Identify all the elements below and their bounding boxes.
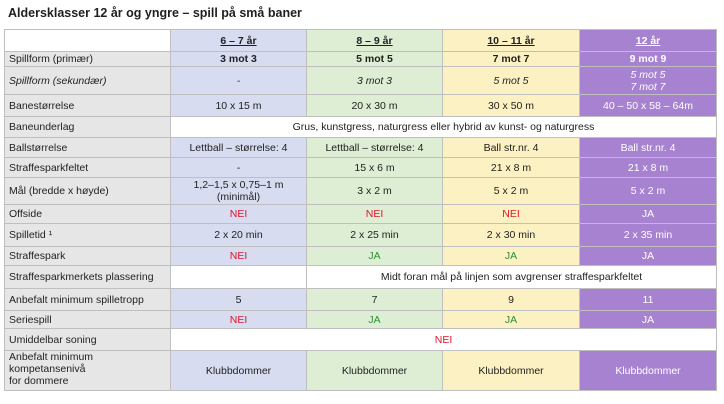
table-cell: 9 mot 9: [580, 52, 717, 67]
header-empty-cell: [5, 30, 171, 52]
table-row: [5, 247, 717, 266]
row-label: Umiddelbar soning: [5, 329, 171, 351]
table-cell: Lettball – størrelse: 4: [307, 138, 443, 158]
row-label: Anbefalt minimum spilletropp: [5, 289, 171, 311]
row-label: Offside: [5, 205, 171, 224]
table-cell: NEI: [171, 311, 307, 329]
table-cell: 3 mot 3: [307, 67, 443, 95]
table-row: [5, 311, 717, 329]
table-cell: JA: [580, 311, 717, 329]
table-cell: 5 mot 5: [443, 67, 580, 95]
table-cell: [580, 67, 717, 95]
label-line: for dommere: [9, 375, 69, 387]
table-row: [5, 329, 717, 351]
row-label: Spilletid ¹: [5, 224, 171, 247]
table-header-row: [5, 30, 717, 52]
header-8-9: 8 – 9 år: [307, 30, 443, 52]
table-cell-merged: NEI: [171, 329, 717, 351]
table-row: [5, 117, 717, 138]
table-cell: 5 x 2 m: [443, 178, 580, 205]
table-row: [5, 178, 717, 205]
table-cell: NEI: [443, 205, 580, 224]
table-cell: Klubbdommer: [307, 351, 443, 391]
table-cell: 2 x 25 min: [307, 224, 443, 247]
table-cell: 7: [307, 289, 443, 311]
row-label: Ballstørrelse: [5, 138, 171, 158]
table-row: [5, 67, 717, 95]
table-cell: Ball str.nr. 4: [580, 138, 717, 158]
table-row: [5, 289, 717, 311]
cell-line: 7 mot 7: [630, 80, 666, 93]
table-cell: [171, 178, 307, 205]
row-label: [5, 351, 171, 391]
table-cell: Klubbdommer: [443, 351, 580, 391]
row-label: Baneunderlag: [5, 117, 171, 138]
table-cell: JA: [580, 247, 717, 266]
cell-line: (minimål): [216, 191, 261, 203]
table-cell: JA: [307, 247, 443, 266]
table-cell: NEI: [171, 205, 307, 224]
row-label: Mål (bredde x høyde): [5, 178, 171, 205]
table-cell: JA: [443, 247, 580, 266]
table-cell: 3 mot 3: [171, 52, 307, 67]
row-label: Banestørrelse: [5, 95, 171, 117]
table-cell: 5: [171, 289, 307, 311]
table-cell: 2 x 20 min: [171, 224, 307, 247]
header-6-7: 6 – 7 år: [171, 30, 307, 52]
table-row: [5, 266, 717, 289]
table-cell: 15 x 6 m: [307, 158, 443, 178]
cell-line: 5 mot 5: [630, 68, 666, 81]
table-cell: Klubbdommer: [580, 351, 717, 391]
table-cell: -: [171, 158, 307, 178]
table-cell: 30 x 50 m: [443, 95, 580, 117]
table-cell: Ball str.nr. 4: [443, 138, 580, 158]
table-cell: 20 x 30 m: [307, 95, 443, 117]
table-cell: 11: [580, 289, 717, 311]
table-cell: 21 x 8 m: [580, 158, 717, 178]
table-cell: 3 x 2 m: [307, 178, 443, 205]
table-cell: NEI: [307, 205, 443, 224]
header-12: 12 år: [580, 30, 717, 52]
table-cell: 21 x 8 m: [443, 158, 580, 178]
table-cell: 10 x 15 m: [171, 95, 307, 117]
table-row: [5, 351, 717, 391]
table-cell: Lettball – størrelse: 4: [171, 138, 307, 158]
age-class-table: [4, 29, 717, 391]
row-label: Straffesparkfeltet: [5, 158, 171, 178]
table-cell-merged: Midt foran mål på linjen som avgrenser straffesparkfeltet: [307, 266, 717, 289]
table-cell: Klubbdommer: [171, 351, 307, 391]
table-row: [5, 138, 717, 158]
table-row: [5, 224, 717, 247]
header-10-11: 10 – 11 år: [443, 30, 580, 52]
cell-line: 1,2–1,5 x 0,75–1 m: [193, 179, 284, 191]
table-row: [5, 52, 717, 67]
table-row: [5, 205, 717, 224]
table-row: [5, 95, 717, 117]
label-line: kompetansenivå: [9, 363, 86, 375]
row-label: Spillform (primær): [5, 52, 171, 67]
row-label: Spillform (sekundær): [5, 67, 171, 95]
table-cell: NEI: [171, 247, 307, 266]
table-cell: 5 mot 5: [307, 52, 443, 67]
table-cell: JA: [307, 311, 443, 329]
table-cell: 2 x 35 min: [580, 224, 717, 247]
label-line: Anbefalt minimum: [9, 351, 94, 363]
table-cell: 5 x 2 m: [580, 178, 717, 205]
table-cell-empty: [171, 266, 307, 289]
table-cell: -: [171, 67, 307, 95]
table-cell: JA: [580, 205, 717, 224]
table-cell-merged: Grus, kunstgress, naturgress eller hybrid av kunst- og naturgress: [171, 117, 717, 138]
table-cell: 9: [443, 289, 580, 311]
table-cell: 2 x 30 min: [443, 224, 580, 247]
row-label: Straffespark: [5, 247, 171, 266]
table-cell: 40 – 50 x 58 – 64m: [580, 95, 717, 117]
page-title: Aldersklasser 12 år og yngre – spill på små baner: [8, 6, 302, 20]
table-cell: 7 mot 7: [443, 52, 580, 67]
row-label: Straffesparkmerkets plassering: [5, 266, 171, 289]
table-cell: JA: [443, 311, 580, 329]
table-row: [5, 158, 717, 178]
row-label: Seriespill: [5, 311, 171, 329]
